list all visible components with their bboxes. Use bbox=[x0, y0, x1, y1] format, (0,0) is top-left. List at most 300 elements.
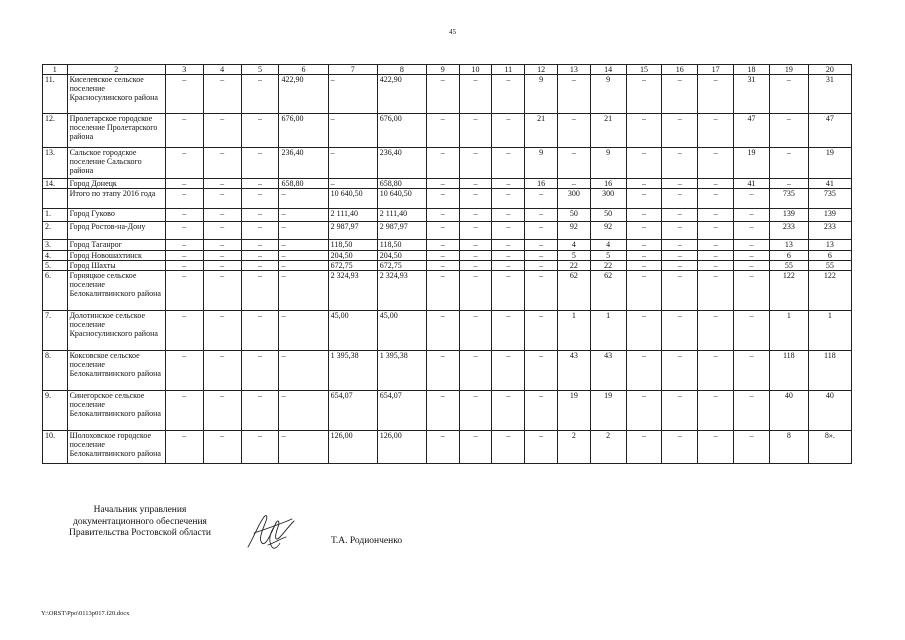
value-cell: 118,50 bbox=[328, 240, 377, 251]
value-cell: 654,07 bbox=[377, 391, 426, 431]
value-cell: 8». bbox=[808, 431, 851, 464]
value-cell: – bbox=[492, 209, 525, 222]
value-cell: – bbox=[492, 114, 525, 148]
row-name-cell: Итого по этапу 2016 года bbox=[67, 189, 165, 209]
value-cell: 139 bbox=[808, 209, 851, 222]
value-cell: – bbox=[734, 222, 770, 240]
value-cell: 1 395,38 bbox=[328, 351, 377, 391]
value-cell: – bbox=[492, 351, 525, 391]
value-cell: 122 bbox=[808, 271, 851, 311]
column-number-cell: 12 bbox=[525, 65, 558, 75]
value-cell: – bbox=[165, 75, 203, 114]
value-cell: 2 bbox=[557, 431, 590, 464]
value-cell: – bbox=[626, 222, 662, 240]
value-cell: – bbox=[165, 148, 203, 179]
value-cell: 9 bbox=[590, 148, 626, 179]
value-cell: 2 324,93 bbox=[377, 271, 426, 311]
row-index-cell: 10. bbox=[43, 431, 68, 464]
table-row bbox=[43, 114, 852, 148]
row-index-cell: 14. bbox=[43, 179, 68, 189]
value-cell: – bbox=[662, 261, 698, 271]
value-cell: 676,00 bbox=[279, 114, 328, 148]
value-cell: – bbox=[279, 209, 328, 222]
value-cell: 654,07 bbox=[328, 391, 377, 431]
value-cell: – bbox=[426, 148, 459, 179]
value-cell: – bbox=[734, 431, 770, 464]
value-cell: – bbox=[279, 311, 328, 351]
value-cell: 43 bbox=[590, 351, 626, 391]
value-cell: – bbox=[426, 75, 459, 114]
value-cell: 2 987,97 bbox=[377, 222, 426, 240]
row-name-cell: Пролетарское городское поселение Пролетарского района bbox=[67, 114, 165, 148]
value-cell: – bbox=[525, 311, 558, 351]
value-cell: – bbox=[165, 114, 203, 148]
row-index-cell bbox=[43, 189, 68, 209]
value-cell: – bbox=[662, 311, 698, 351]
value-cell: – bbox=[279, 251, 328, 261]
data-table bbox=[42, 64, 852, 464]
value-cell: – bbox=[626, 351, 662, 391]
value-cell: – bbox=[241, 148, 279, 179]
value-cell: – bbox=[241, 114, 279, 148]
column-number-cell: 17 bbox=[698, 65, 734, 75]
value-cell: – bbox=[492, 311, 525, 351]
table-row bbox=[43, 311, 852, 351]
value-cell: – bbox=[203, 148, 241, 179]
table-row bbox=[43, 209, 852, 222]
value-cell: – bbox=[557, 114, 590, 148]
value-cell: 2 bbox=[590, 431, 626, 464]
value-cell: 5 bbox=[590, 251, 626, 261]
row-name-cell: Город Гуково bbox=[67, 209, 165, 222]
row-name-cell: Горняцкое сельское поселение Белокалитвинского района bbox=[67, 271, 165, 311]
value-cell: – bbox=[426, 391, 459, 431]
value-cell: – bbox=[241, 351, 279, 391]
value-cell: 118 bbox=[808, 351, 851, 391]
value-cell: 126,00 bbox=[377, 431, 426, 464]
value-cell: 31 bbox=[808, 75, 851, 114]
value-cell: – bbox=[698, 179, 734, 189]
value-cell: 4 bbox=[590, 240, 626, 251]
value-cell: 19 bbox=[590, 391, 626, 431]
table-row bbox=[43, 261, 852, 271]
value-cell: 300 bbox=[590, 189, 626, 209]
value-cell: – bbox=[662, 351, 698, 391]
value-cell: – bbox=[662, 75, 698, 114]
value-cell: – bbox=[459, 261, 492, 271]
value-cell: – bbox=[203, 209, 241, 222]
value-cell: 5 bbox=[557, 251, 590, 261]
value-cell: – bbox=[662, 391, 698, 431]
value-cell: – bbox=[203, 311, 241, 351]
value-cell: – bbox=[492, 222, 525, 240]
signature-block bbox=[40, 505, 240, 540]
value-cell: 676,00 bbox=[377, 114, 426, 148]
value-cell: – bbox=[626, 431, 662, 464]
value-cell: – bbox=[241, 240, 279, 251]
row-name-cell: Коксовское сельское поселение Белокалитвинского района bbox=[67, 351, 165, 391]
value-cell: – bbox=[459, 271, 492, 311]
value-cell: – bbox=[525, 209, 558, 222]
column-number-cell: 19 bbox=[769, 65, 808, 75]
value-cell: 658,80 bbox=[279, 179, 328, 189]
value-cell: – bbox=[662, 240, 698, 251]
value-cell: – bbox=[626, 271, 662, 311]
value-cell: – bbox=[203, 189, 241, 209]
page-number: 45 bbox=[449, 28, 456, 36]
value-cell: – bbox=[557, 148, 590, 179]
value-cell: – bbox=[662, 209, 698, 222]
value-cell: – bbox=[662, 179, 698, 189]
column-number-cell: 7 bbox=[328, 65, 377, 75]
column-number-cell: 9 bbox=[426, 65, 459, 75]
value-cell: 233 bbox=[808, 222, 851, 240]
value-cell: – bbox=[328, 114, 377, 148]
value-cell: – bbox=[734, 311, 770, 351]
table-row bbox=[43, 251, 852, 261]
value-cell: – bbox=[698, 311, 734, 351]
value-cell: – bbox=[279, 261, 328, 271]
value-cell: 672,75 bbox=[328, 261, 377, 271]
column-number-row bbox=[43, 65, 852, 75]
value-cell: – bbox=[662, 148, 698, 179]
value-cell: – bbox=[426, 351, 459, 391]
value-cell: – bbox=[241, 261, 279, 271]
value-cell: – bbox=[626, 311, 662, 351]
row-name-cell: Город Донецк bbox=[67, 179, 165, 189]
value-cell: 4 bbox=[557, 240, 590, 251]
value-cell: – bbox=[241, 391, 279, 431]
row-index-cell: 8. bbox=[43, 351, 68, 391]
value-cell: – bbox=[426, 189, 459, 209]
row-index-cell: 5. bbox=[43, 261, 68, 271]
value-cell: 45,00 bbox=[328, 311, 377, 351]
value-cell: – bbox=[203, 271, 241, 311]
value-cell: – bbox=[279, 189, 328, 209]
value-cell: – bbox=[492, 251, 525, 261]
row-index-cell: 11. bbox=[43, 75, 68, 114]
value-cell: – bbox=[426, 261, 459, 271]
value-cell: – bbox=[203, 391, 241, 431]
column-number-cell: 4 bbox=[203, 65, 241, 75]
column-number-cell: 14 bbox=[590, 65, 626, 75]
value-cell: 122 bbox=[769, 271, 808, 311]
value-cell: – bbox=[241, 222, 279, 240]
value-cell: – bbox=[459, 114, 492, 148]
value-cell: 658,80 bbox=[377, 179, 426, 189]
value-cell: – bbox=[203, 75, 241, 114]
value-cell: 92 bbox=[590, 222, 626, 240]
value-cell: – bbox=[626, 391, 662, 431]
value-cell: – bbox=[626, 209, 662, 222]
column-number-cell: 10 bbox=[459, 65, 492, 75]
value-cell: – bbox=[241, 189, 279, 209]
value-cell: – bbox=[203, 240, 241, 251]
table-row bbox=[43, 391, 852, 431]
column-number-cell: 5 bbox=[241, 65, 279, 75]
value-cell: – bbox=[165, 240, 203, 251]
value-cell: – bbox=[459, 222, 492, 240]
value-cell: 8 bbox=[769, 431, 808, 464]
value-cell: 735 bbox=[808, 189, 851, 209]
value-cell: – bbox=[557, 179, 590, 189]
value-cell: – bbox=[525, 261, 558, 271]
column-number-cell: 3 bbox=[165, 65, 203, 75]
value-cell: – bbox=[698, 251, 734, 261]
value-cell: – bbox=[203, 251, 241, 261]
value-cell: 47 bbox=[808, 114, 851, 148]
value-cell: – bbox=[525, 240, 558, 251]
row-name-cell: Город Ростов-на-Дону bbox=[67, 222, 165, 240]
value-cell: – bbox=[525, 222, 558, 240]
value-cell: – bbox=[492, 240, 525, 251]
value-cell: – bbox=[525, 391, 558, 431]
value-cell: – bbox=[734, 391, 770, 431]
value-cell: 139 bbox=[769, 209, 808, 222]
value-cell: 236,40 bbox=[377, 148, 426, 179]
value-cell: – bbox=[165, 251, 203, 261]
table-row bbox=[43, 271, 852, 311]
value-cell: – bbox=[459, 251, 492, 261]
value-cell: – bbox=[698, 148, 734, 179]
row-name-cell: Город Новошахтинск bbox=[67, 251, 165, 261]
value-cell: 19 bbox=[808, 148, 851, 179]
value-cell: – bbox=[241, 271, 279, 311]
value-cell: – bbox=[203, 114, 241, 148]
row-name-cell: Сальское городское поселение Сальского района bbox=[67, 148, 165, 179]
value-cell: – bbox=[459, 391, 492, 431]
value-cell: – bbox=[279, 222, 328, 240]
value-cell: – bbox=[459, 148, 492, 179]
value-cell: – bbox=[279, 240, 328, 251]
row-name-cell: Город Таганрог bbox=[67, 240, 165, 251]
value-cell: 9 bbox=[525, 148, 558, 179]
value-cell: – bbox=[459, 189, 492, 209]
value-cell: – bbox=[492, 75, 525, 114]
row-index-cell: 7. bbox=[43, 311, 68, 351]
table-row bbox=[43, 431, 852, 464]
value-cell: – bbox=[203, 431, 241, 464]
value-cell: 62 bbox=[590, 271, 626, 311]
value-cell: 204,50 bbox=[328, 251, 377, 261]
value-cell: – bbox=[525, 271, 558, 311]
value-cell: 22 bbox=[557, 261, 590, 271]
value-cell: – bbox=[426, 114, 459, 148]
value-cell: – bbox=[426, 209, 459, 222]
value-cell: – bbox=[662, 189, 698, 209]
value-cell: – bbox=[492, 261, 525, 271]
value-cell: – bbox=[459, 75, 492, 114]
value-cell: – bbox=[241, 209, 279, 222]
value-cell: – bbox=[165, 351, 203, 391]
value-cell: – bbox=[525, 351, 558, 391]
value-cell: – bbox=[165, 271, 203, 311]
value-cell: – bbox=[203, 351, 241, 391]
value-cell: 2 987,97 bbox=[328, 222, 377, 240]
value-cell: – bbox=[328, 179, 377, 189]
value-cell: 118 bbox=[769, 351, 808, 391]
value-cell: – bbox=[698, 222, 734, 240]
value-cell: – bbox=[165, 179, 203, 189]
value-cell: – bbox=[525, 251, 558, 261]
value-cell: 40 bbox=[769, 391, 808, 431]
column-number-cell: 2 bbox=[67, 65, 165, 75]
table-row bbox=[43, 179, 852, 189]
value-cell: – bbox=[626, 75, 662, 114]
value-cell: – bbox=[459, 311, 492, 351]
value-cell: – bbox=[165, 222, 203, 240]
value-cell: – bbox=[626, 148, 662, 179]
value-cell: – bbox=[459, 240, 492, 251]
value-cell: – bbox=[279, 271, 328, 311]
value-cell: 19 bbox=[734, 148, 770, 179]
value-cell: – bbox=[492, 271, 525, 311]
value-cell: – bbox=[662, 114, 698, 148]
value-cell: 45,00 bbox=[377, 311, 426, 351]
value-cell: – bbox=[662, 431, 698, 464]
value-cell: 126,00 bbox=[328, 431, 377, 464]
value-cell: 13 bbox=[769, 240, 808, 251]
value-cell: – bbox=[459, 179, 492, 189]
row-index-cell: 6. bbox=[43, 271, 68, 311]
value-cell: – bbox=[698, 209, 734, 222]
row-index-cell: 9. bbox=[43, 391, 68, 431]
row-name-cell: Киселевское сельское поселение Красносулинского района bbox=[67, 75, 165, 114]
value-cell: – bbox=[734, 251, 770, 261]
value-cell: – bbox=[492, 391, 525, 431]
value-cell: – bbox=[165, 311, 203, 351]
value-cell: 31 bbox=[734, 75, 770, 114]
value-cell: 13 bbox=[808, 240, 851, 251]
value-cell: 40 bbox=[808, 391, 851, 431]
value-cell: – bbox=[626, 179, 662, 189]
row-name-cell: Шолоховское городское поселение Белокалитвинского района bbox=[67, 431, 165, 464]
row-name-cell: Синегорское сельское поселение Белокалитвинского района bbox=[67, 391, 165, 431]
value-cell: – bbox=[328, 148, 377, 179]
table-row bbox=[43, 75, 852, 114]
value-cell: 62 bbox=[557, 271, 590, 311]
value-cell: – bbox=[626, 251, 662, 261]
signer-name: Т.А. Родионченко bbox=[331, 536, 403, 546]
value-cell: – bbox=[203, 222, 241, 240]
value-cell: – bbox=[203, 179, 241, 189]
column-number-cell: 11 bbox=[492, 65, 525, 75]
signer-position-line-2: документационного обеспечения bbox=[73, 516, 207, 527]
value-cell: 236,40 bbox=[279, 148, 328, 179]
signer-position-line-1: Начальник управления bbox=[93, 505, 187, 515]
column-number-cell: 20 bbox=[808, 65, 851, 75]
value-cell: 2 111,40 bbox=[377, 209, 426, 222]
value-cell: 50 bbox=[557, 209, 590, 222]
column-number-cell: 15 bbox=[626, 65, 662, 75]
value-cell: 300 bbox=[557, 189, 590, 209]
column-number-cell: 1 bbox=[43, 65, 68, 75]
value-cell: – bbox=[769, 114, 808, 148]
file-path: Y:\ORST\Ppo\0113p017.f20.docx bbox=[41, 610, 130, 617]
value-cell: – bbox=[557, 75, 590, 114]
column-number-cell: 8 bbox=[377, 65, 426, 75]
value-cell: 2 324,93 bbox=[328, 271, 377, 311]
value-cell: 422,90 bbox=[377, 75, 426, 114]
value-cell: – bbox=[734, 271, 770, 311]
value-cell: – bbox=[525, 431, 558, 464]
row-index-cell: 4. bbox=[43, 251, 68, 261]
row-index-cell: 1. bbox=[43, 209, 68, 222]
value-cell: – bbox=[328, 75, 377, 114]
value-cell: – bbox=[734, 351, 770, 391]
value-cell: – bbox=[525, 189, 558, 209]
value-cell: – bbox=[459, 431, 492, 464]
value-cell: 204,50 bbox=[377, 251, 426, 261]
row-index-cell: 13. bbox=[43, 148, 68, 179]
value-cell: 92 bbox=[557, 222, 590, 240]
table-row bbox=[43, 222, 852, 240]
value-cell: – bbox=[279, 351, 328, 391]
row-index-cell: 3. bbox=[43, 240, 68, 251]
value-cell: 19 bbox=[557, 391, 590, 431]
column-number-cell: 18 bbox=[734, 65, 770, 75]
value-cell: 41 bbox=[808, 179, 851, 189]
value-cell: – bbox=[698, 431, 734, 464]
value-cell: – bbox=[698, 271, 734, 311]
value-cell: – bbox=[698, 75, 734, 114]
value-cell: – bbox=[662, 271, 698, 311]
value-cell: 1 395,38 bbox=[377, 351, 426, 391]
value-cell: – bbox=[279, 391, 328, 431]
column-number-cell: 6 bbox=[279, 65, 328, 75]
value-cell: – bbox=[698, 351, 734, 391]
value-cell: – bbox=[241, 179, 279, 189]
handwritten-signature-icon bbox=[244, 507, 304, 557]
row-index-cell: 12. bbox=[43, 114, 68, 148]
value-cell: 9 bbox=[525, 75, 558, 114]
value-cell: – bbox=[241, 431, 279, 464]
value-cell: – bbox=[426, 271, 459, 311]
value-cell: – bbox=[203, 261, 241, 271]
row-name-cell: Долотинское сельское поселение Красносулинского района bbox=[67, 311, 165, 351]
value-cell: – bbox=[241, 311, 279, 351]
value-cell: 21 bbox=[590, 114, 626, 148]
value-cell: – bbox=[662, 222, 698, 240]
value-cell: – bbox=[626, 114, 662, 148]
table-row bbox=[43, 351, 852, 391]
value-cell: 422,90 bbox=[279, 75, 328, 114]
value-cell: – bbox=[626, 189, 662, 209]
value-cell: – bbox=[769, 179, 808, 189]
value-cell: 10 640,50 bbox=[328, 189, 377, 209]
value-cell: 1 bbox=[590, 311, 626, 351]
value-cell: 16 bbox=[525, 179, 558, 189]
value-cell: 1 bbox=[808, 311, 851, 351]
value-cell: 10 640,50 bbox=[377, 189, 426, 209]
value-cell: – bbox=[241, 75, 279, 114]
value-cell: 2 111,40 bbox=[328, 209, 377, 222]
value-cell: – bbox=[279, 431, 328, 464]
value-cell: – bbox=[734, 189, 770, 209]
value-cell: – bbox=[698, 391, 734, 431]
value-cell: – bbox=[492, 431, 525, 464]
value-cell: 55 bbox=[769, 261, 808, 271]
value-cell: – bbox=[769, 148, 808, 179]
value-cell: – bbox=[734, 261, 770, 271]
value-cell: – bbox=[165, 431, 203, 464]
value-cell: 22 bbox=[590, 261, 626, 271]
value-cell: 1 bbox=[769, 311, 808, 351]
column-number-cell: 16 bbox=[662, 65, 698, 75]
value-cell: – bbox=[492, 148, 525, 179]
value-cell: 233 bbox=[769, 222, 808, 240]
value-cell: 47 bbox=[734, 114, 770, 148]
